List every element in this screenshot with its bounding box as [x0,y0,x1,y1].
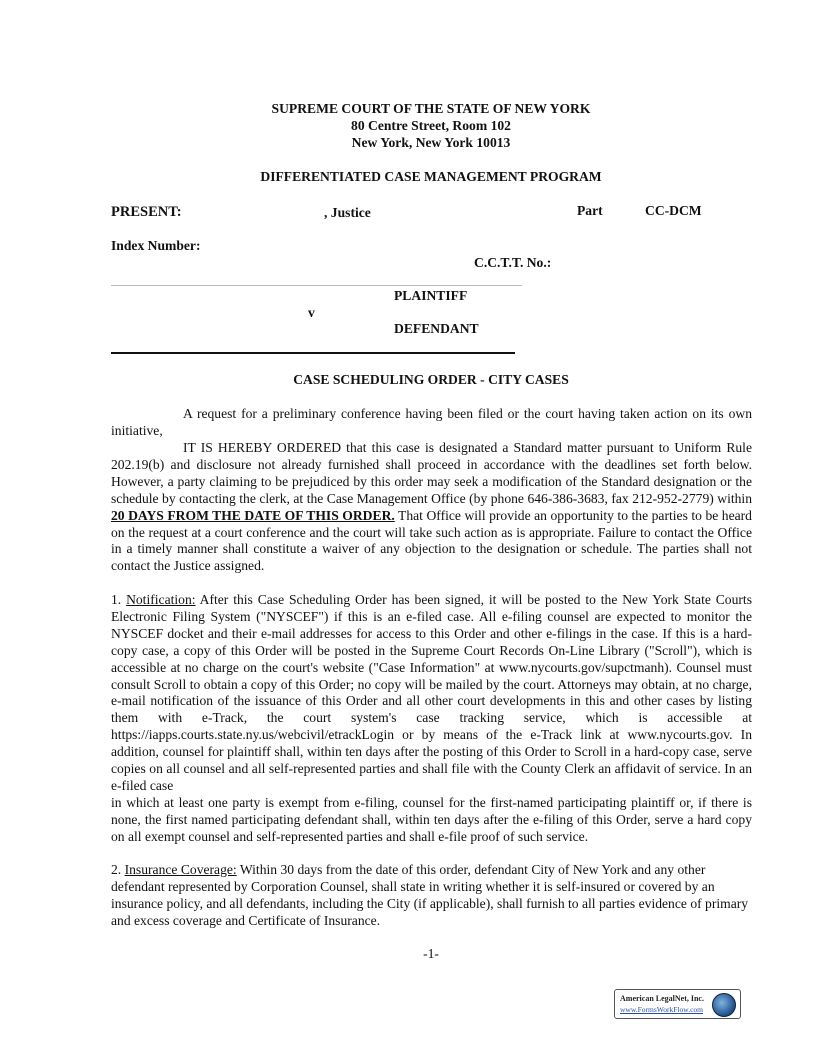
section1-text-b: in which at least one party is exempt from e-filing, counsel for the first-named participating plaintiff or, if there is none, the first named participating defendant shall, within ten days after the e-filing of this Order, serve a hard copy on all exempt counsel and self-represented parties and shall e-file proof of such service. [111,794,752,844]
section1-heading: Notification: [126,592,196,607]
logo-name: American LegalNet, Inc. [620,994,704,1003]
deadline-emphasis: 20 DAYS FROM THE DATE OF THIS ORDER. [111,507,395,523]
section-insurance [111,862,752,930]
program-title: DIFFERENTIATED CASE MANAGEMENT PROGRAM [260,169,602,184]
index-number-label: Index Number: [111,238,201,253]
section1-number: 1. [111,592,127,607]
part-value: CC-DCM [645,203,702,218]
part-label: Part [577,203,603,218]
ordered-text-b: That Office will provide an opportunity to the parties to be heard on the request at a court conference and the court will take such action as is appropriate. Failure to contact the Office in a timely manner shall constitute a waiver of any objection to the designation or schedule. The parties shall not contact the Justice assigned. [111,507,752,574]
cctt-label: C.C.T.T. No.: [474,255,552,270]
logo-url-link[interactable]: www.FormsWorkFlow.com [620,1005,704,1014]
court-name: SUPREME COURT OF THE STATE OF NEW YORK [271,101,591,116]
present-label: PRESENT: [111,204,182,220]
vendor-logo[interactable] [614,989,741,1019]
section-notification [111,592,752,846]
defendant-label: DEFENDANT [394,321,479,336]
section2-heading: Insurance Coverage: [124,862,237,877]
globe-icon [712,993,736,1017]
intro-paragraph [111,406,752,440]
order-title: CASE SCHEDULING ORDER - CITY CASES [293,372,569,387]
page-number: -1- [423,946,439,961]
ordered-paragraph [111,440,752,575]
intro-text: A request for a preliminary conference having been filed or the court having taken action on its own initiative, [111,406,752,438]
court-address-line1: 80 Centre Street, Room 102 [351,118,511,133]
plaintiff-label: PLAINTIFF [394,288,468,303]
section1-text-a: After this Case Scheduling Order has been signed, it will be posted to the New York State Courts Electronic Filing System ("NYSCEF") if this is an e-filed case. All e-filing counsel are expected to monitor the NYSCEF docket and their e-mail addresses for access to this Order and other e-filings in the case. If this is a hard-copy case, a copy of this Order will be posted in the Supreme Court Records On-Line Library ("Scroll"), which is accessible at no charge on the court's website ("Case Information" at www.nycourts.gov/supctmanh). Counsel must consult Scroll to obtain a copy of this Order; no copy will be mailed by the court. Attorneys may obtain, at no charge, e-mail notification of the issuance of this Order and all other court developments in this and other cases by listing them with e-Track, the court system's case tracking service, which is accessible at https://iapps.courts.state.ny.us/webcivil/etrackLogin or by means of the e-Track link at www.nycourts.gov. In addition, counsel for plaintiff shall, within ten days after the posting of this Order to Scroll in a hard-copy case, serve copies on all counsel and all self-represented parties and shall file with the County Clerk an affidavit of service. In an e-filed case [111,592,752,793]
versus-label: v [308,305,315,320]
section2-number: 2. [111,862,125,877]
caption-top-rule [111,285,522,286]
ordered-text-a: IT IS HEREBY ORDERED that this case is designated a Standard matter pursuant to Uniform Rule 202.19(b) and disclosure not already furnished shall proceed in accordance with the deadlines set forth below. However, a party claiming to be prejudiced by this order may seek a modification of the Standard designation or the schedule by contacting the clerk, at the Case Management Office (by phone 646-386-3683, fax 212-952-2779) within [111,440,752,506]
section2-text: Within 30 days from the date of this order, defendant City of New York and any other defendant represented by Corporation Counsel, shall state in writing whether it is self-insured or covered by an insurance policy, and all defendants, including the City (if applicable), shall furnish to all parties evidence of primary and excess coverage and Certificate of Insurance. [111,862,749,928]
court-address-line2: New York, New York 10013 [351,135,511,150]
caption-bottom-rule [111,352,515,354]
justice-label: , Justice [324,205,371,220]
